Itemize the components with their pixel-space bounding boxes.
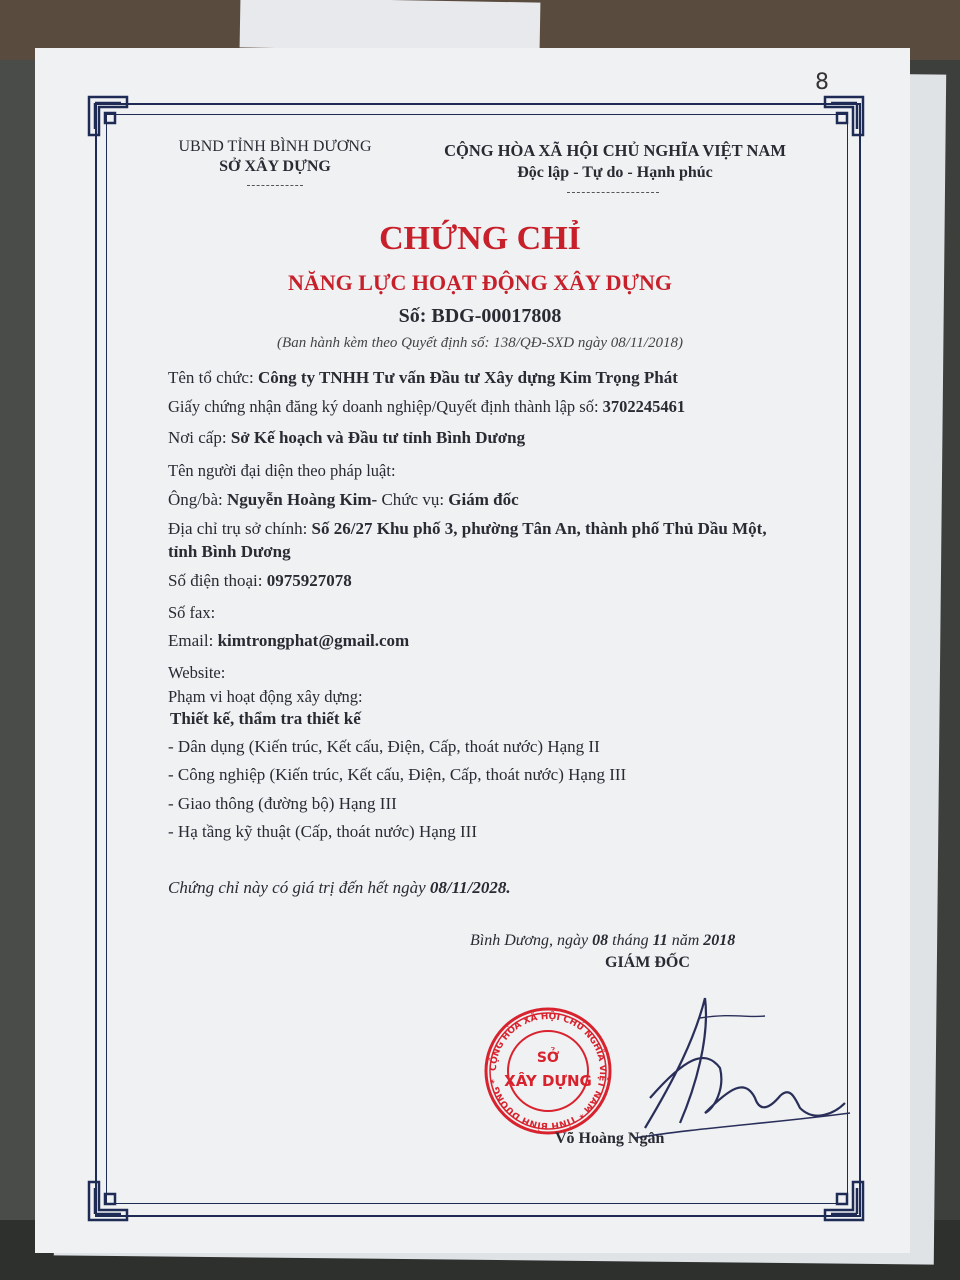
email-value: kimtrongphat@gmail.com (217, 631, 410, 650)
position-label: Chức vụ: (381, 490, 445, 509)
position-value: Giám đốc (448, 490, 519, 509)
header-left-divider (247, 185, 303, 186)
issuer-label: Nơi cấp: (168, 428, 227, 447)
signature-place-date (470, 932, 735, 950)
header-right-motto: Độc lập - Tự do - Hạnh phúc (517, 164, 713, 181)
legal-rep-label: Tên người đại diện theo pháp luật: (168, 461, 396, 480)
person-label: Ông/bà: (168, 490, 223, 509)
validity-line (168, 878, 511, 898)
signer-name: Võ Hoàng Ngân (555, 1130, 665, 1147)
certificate-page (35, 48, 910, 1253)
scope-item: - Công nghiệp (Kiến trúc, Kết cấu, Điện, Cấp, thoát nước) Hạng III (168, 765, 627, 784)
phone-label: Số điện thoại: (168, 571, 263, 590)
corner-ornament-top-left (85, 93, 131, 139)
validity-text: Chứng chỉ này có giá trị đến hết ngày (168, 878, 426, 897)
website-label: Website: (168, 663, 226, 682)
scope-item: - Hạ tầng kỹ thuật (Cấp, thoát nước) Hạng III (168, 822, 477, 841)
corner-ornament-bottom-right (821, 1178, 867, 1224)
seal-center-top: SỞ (536, 1050, 560, 1066)
issued-note: (Ban hành kèm theo Quyết định số: 138/QĐ-SXD ngày 08/11/2018) (277, 335, 683, 351)
address-label: Địa chỉ trụ sở chính: (168, 519, 308, 538)
corner-ornament-top-right (821, 93, 867, 139)
handwritten-signature (555, 978, 855, 1148)
scope-item: - Giao thông (đường bộ) Hạng III (168, 794, 397, 813)
sign-day: 08 (592, 932, 609, 949)
background-paper-sheet (240, 0, 541, 53)
page-number: 8 (815, 70, 829, 95)
sign-month: 11 (652, 932, 668, 949)
org-name-value: Công ty TNHH Tư vấn Đầu tư Xây dựng Kim Trọng Phát (257, 368, 678, 387)
cert-number-label: Giấy chứng nhận đăng ký doanh nghiệp/Quyết định thành lập số: (168, 397, 599, 416)
header-left-department: SỞ XÂY DỰNG (219, 158, 331, 175)
address-line (168, 519, 767, 539)
org-name-line (168, 368, 678, 388)
cert-number-value: 3702245461 (602, 397, 686, 416)
issuer-line (168, 428, 525, 448)
person-value: Nguyễn Hoàng Kim- (227, 490, 378, 509)
header-right-divider (567, 192, 659, 193)
person-line (168, 490, 519, 510)
scope-item: - Dân dụng (Kiến trúc, Kết cấu, Điện, Cấp, thoát nước) Hạng II (168, 737, 600, 756)
certificate-title: CHỨNG CHỈ (379, 220, 581, 257)
sign-year-word: năm (671, 932, 700, 949)
signer-title: GIÁM ĐỐC (605, 954, 690, 971)
header-left-authority: UBND TỈNH BÌNH DƯƠNG (178, 138, 372, 155)
scope-heading: Thiết kế, thẩm tra thiết kế (170, 709, 361, 728)
org-name-label: Tên tổ chức: (168, 368, 254, 387)
email-line (168, 631, 409, 651)
validity-date: 08/11/2028. (429, 878, 511, 897)
fax-label: Số fax: (168, 603, 216, 622)
issuer-value: Sở Kế hoạch và Đầu tư tỉnh Bình Dương (230, 428, 526, 447)
place-date-prefix: Bình Dương, ngày (470, 932, 589, 949)
corner-ornament-bottom-left (85, 1178, 131, 1224)
certificate-subtitle: NĂNG LỰC HOẠT ĐỘNG XÂY DỰNG (288, 270, 672, 295)
certificate-number: Số: BDG-00017808 (398, 305, 562, 327)
phone-value: 0975927078 (266, 571, 352, 590)
email-label: Email: (168, 631, 214, 650)
header-right-country: CỘNG HÒA XÃ HỘI CHỦ NGHĨA VIỆT NAM (444, 141, 786, 160)
phone-line (168, 571, 352, 591)
sign-year: 2018 (703, 932, 736, 949)
scope-label: Phạm vi hoạt động xây dựng: (168, 687, 363, 706)
sign-month-word: tháng (612, 932, 649, 949)
address-value-1: Số 26/27 Khu phố 3, phường Tân An, thành phố Thủ Dầu Một, (311, 519, 767, 538)
address-value-2: tỉnh Bình Dương (168, 542, 291, 561)
seal-center-main: XÂY DỰNG (504, 1072, 592, 1090)
seal-ring-text: CỘNG HÒA XÃ HỘI CHỦ NGHĨA VIỆT NAM * TỈNH BÌNH DƯƠNG * (488, 1011, 608, 1131)
cert-number-line (168, 397, 685, 417)
